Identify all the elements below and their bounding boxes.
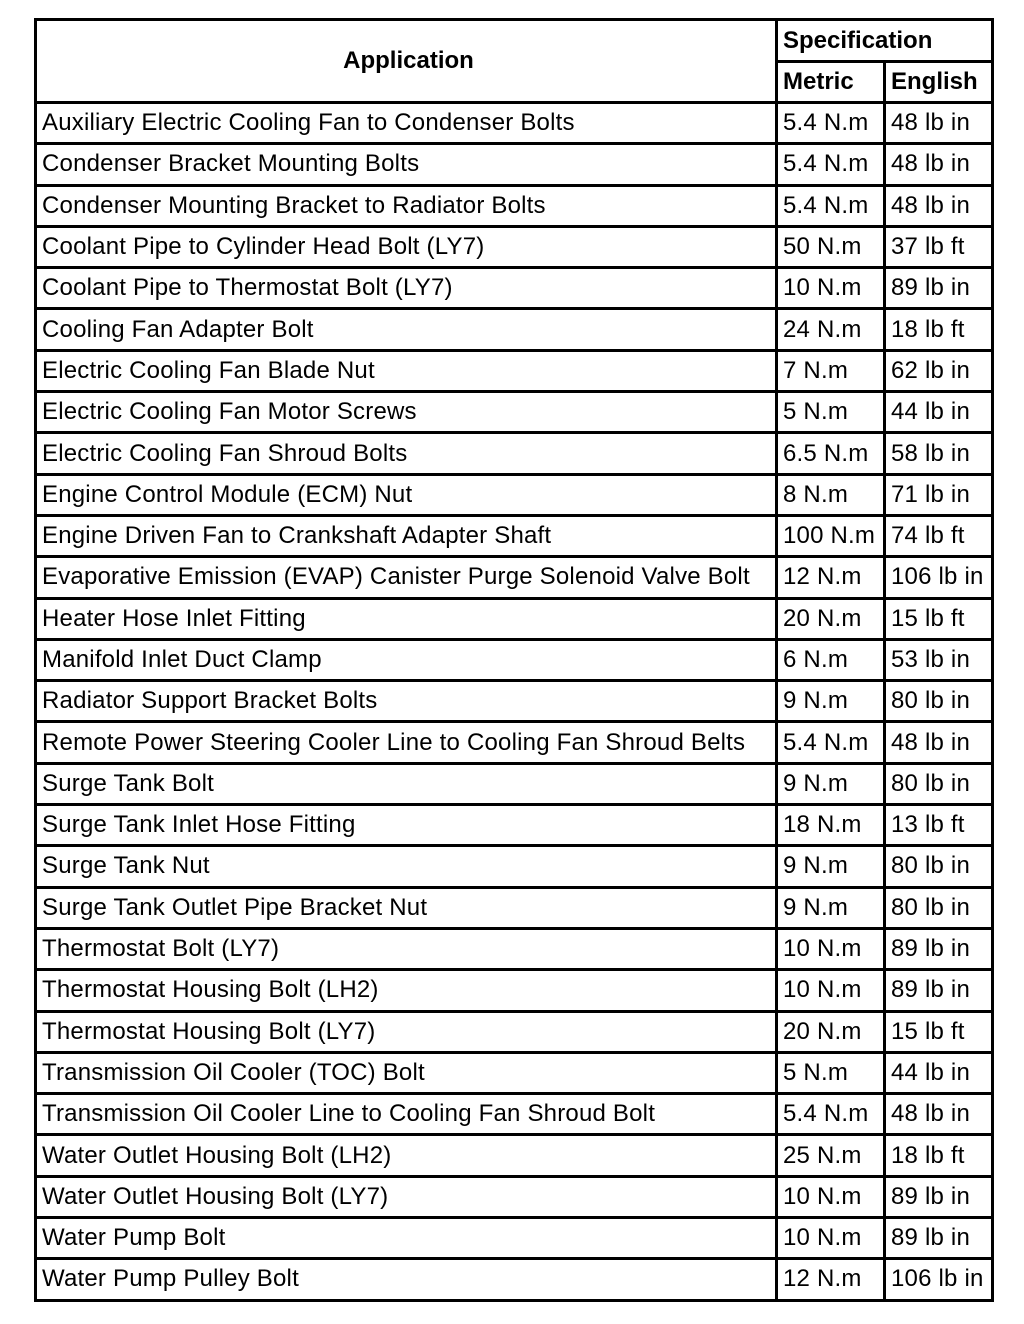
- metric-cell: 24 N.m: [777, 309, 885, 350]
- application-cell: Thermostat Housing Bolt (LY7): [36, 1011, 777, 1052]
- english-cell: 53 lb in: [885, 639, 993, 680]
- application-cell: Electric Cooling Fan Shroud Bolts: [36, 433, 777, 474]
- english-cell: 89 lb in: [885, 1176, 993, 1217]
- table-row: [36, 103, 993, 144]
- application-cell: Transmission Oil Cooler (TOC) Bolt: [36, 1052, 777, 1093]
- table-row: [36, 309, 993, 350]
- english-cell: 48 lb in: [885, 103, 993, 144]
- metric-header: Metric: [777, 62, 885, 103]
- metric-cell: 5.4 N.m: [777, 144, 885, 185]
- metric-cell: 100 N.m: [777, 515, 885, 556]
- metric-cell: 10 N.m: [777, 928, 885, 969]
- english-header: English: [885, 62, 993, 103]
- table-row: [36, 846, 993, 887]
- metric-cell: 50 N.m: [777, 226, 885, 267]
- table-row: [36, 1259, 993, 1300]
- table-row: [36, 226, 993, 267]
- table-row: [36, 392, 993, 433]
- table-row: [36, 268, 993, 309]
- application-cell: Coolant Pipe to Cylinder Head Bolt (LY7): [36, 226, 777, 267]
- metric-cell: 20 N.m: [777, 598, 885, 639]
- table-row: [36, 805, 993, 846]
- table-row: [36, 1218, 993, 1259]
- english-cell: 80 lb in: [885, 681, 993, 722]
- application-cell: Surge Tank Bolt: [36, 763, 777, 804]
- application-cell: Manifold Inlet Duct Clamp: [36, 639, 777, 680]
- application-cell: Remote Power Steering Cooler Line to Cooling Fan Shroud Belts: [36, 722, 777, 763]
- application-cell: Engine Control Module (ECM) Nut: [36, 474, 777, 515]
- english-cell: 80 lb in: [885, 846, 993, 887]
- english-cell: 44 lb in: [885, 1052, 993, 1093]
- metric-cell: 12 N.m: [777, 1259, 885, 1300]
- english-cell: 15 lb ft: [885, 598, 993, 639]
- table-body: [36, 103, 993, 1301]
- table-row: [36, 144, 993, 185]
- application-cell: Electric Cooling Fan Blade Nut: [36, 350, 777, 391]
- english-cell: 48 lb in: [885, 144, 993, 185]
- english-cell: 48 lb in: [885, 185, 993, 226]
- metric-cell: 5 N.m: [777, 392, 885, 433]
- metric-cell: 6.5 N.m: [777, 433, 885, 474]
- header-row-top: [36, 20, 993, 62]
- english-cell: 13 lb ft: [885, 805, 993, 846]
- application-cell: Water Pump Pulley Bolt: [36, 1259, 777, 1300]
- application-cell: Condenser Mounting Bracket to Radiator Bolts: [36, 185, 777, 226]
- application-cell: Cooling Fan Adapter Bolt: [36, 309, 777, 350]
- application-cell: Condenser Bracket Mounting Bolts: [36, 144, 777, 185]
- metric-cell: 10 N.m: [777, 970, 885, 1011]
- english-cell: 89 lb in: [885, 970, 993, 1011]
- application-cell: Heater Hose Inlet Fitting: [36, 598, 777, 639]
- application-header: Application: [36, 20, 777, 103]
- torque-spec-table: [34, 18, 994, 1302]
- table-row: [36, 887, 993, 928]
- english-cell: 89 lb in: [885, 268, 993, 309]
- table-row: [36, 928, 993, 969]
- application-cell: Evaporative Emission (EVAP) Canister Purge Solenoid Valve Bolt: [36, 557, 777, 598]
- metric-cell: 10 N.m: [777, 268, 885, 309]
- table-row: [36, 1094, 993, 1135]
- metric-cell: 5.4 N.m: [777, 1094, 885, 1135]
- metric-cell: 9 N.m: [777, 887, 885, 928]
- english-cell: 106 lb in: [885, 557, 993, 598]
- application-cell: Thermostat Bolt (LY7): [36, 928, 777, 969]
- application-cell: Water Pump Bolt: [36, 1218, 777, 1259]
- english-cell: 18 lb ft: [885, 1135, 993, 1176]
- metric-cell: 9 N.m: [777, 763, 885, 804]
- english-cell: 89 lb in: [885, 928, 993, 969]
- metric-cell: 18 N.m: [777, 805, 885, 846]
- application-cell: Water Outlet Housing Bolt (LH2): [36, 1135, 777, 1176]
- application-cell: Thermostat Housing Bolt (LH2): [36, 970, 777, 1011]
- metric-cell: 8 N.m: [777, 474, 885, 515]
- english-cell: 80 lb in: [885, 763, 993, 804]
- english-cell: 71 lb in: [885, 474, 993, 515]
- metric-cell: 20 N.m: [777, 1011, 885, 1052]
- table-row: [36, 1011, 993, 1052]
- metric-cell: 9 N.m: [777, 846, 885, 887]
- english-cell: 48 lb in: [885, 722, 993, 763]
- table-row: [36, 763, 993, 804]
- table-row: [36, 185, 993, 226]
- table-row: [36, 350, 993, 391]
- table-row: [36, 639, 993, 680]
- application-cell: Transmission Oil Cooler Line to Cooling Fan Shroud Bolt: [36, 1094, 777, 1135]
- english-cell: 58 lb in: [885, 433, 993, 474]
- english-cell: 80 lb in: [885, 887, 993, 928]
- table-row: [36, 1135, 993, 1176]
- english-cell: 18 lb ft: [885, 309, 993, 350]
- metric-cell: 10 N.m: [777, 1218, 885, 1259]
- table-header: [36, 20, 993, 103]
- table-row: [36, 515, 993, 556]
- english-cell: 62 lb in: [885, 350, 993, 391]
- metric-cell: 9 N.m: [777, 681, 885, 722]
- application-cell: Surge Tank Outlet Pipe Bracket Nut: [36, 887, 777, 928]
- english-cell: 48 lb in: [885, 1094, 993, 1135]
- table-row: [36, 598, 993, 639]
- application-cell: Coolant Pipe to Thermostat Bolt (LY7): [36, 268, 777, 309]
- english-cell: 37 lb ft: [885, 226, 993, 267]
- application-cell: Radiator Support Bracket Bolts: [36, 681, 777, 722]
- metric-cell: 10 N.m: [777, 1176, 885, 1217]
- metric-cell: 25 N.m: [777, 1135, 885, 1176]
- metric-cell: 5.4 N.m: [777, 103, 885, 144]
- metric-cell: 5.4 N.m: [777, 185, 885, 226]
- application-cell: Water Outlet Housing Bolt (LY7): [36, 1176, 777, 1217]
- metric-cell: 5.4 N.m: [777, 722, 885, 763]
- english-cell: 74 lb ft: [885, 515, 993, 556]
- application-cell: Surge Tank Inlet Hose Fitting: [36, 805, 777, 846]
- english-cell: 106 lb in: [885, 1259, 993, 1300]
- metric-cell: 6 N.m: [777, 639, 885, 680]
- metric-cell: 12 N.m: [777, 557, 885, 598]
- application-cell: Surge Tank Nut: [36, 846, 777, 887]
- table-row: [36, 681, 993, 722]
- application-cell: Engine Driven Fan to Crankshaft Adapter Shaft: [36, 515, 777, 556]
- table-row: [36, 1176, 993, 1217]
- application-cell: Electric Cooling Fan Motor Screws: [36, 392, 777, 433]
- english-cell: 15 lb ft: [885, 1011, 993, 1052]
- table-row: [36, 722, 993, 763]
- table-row: [36, 970, 993, 1011]
- table-row: [36, 1052, 993, 1093]
- metric-cell: 5 N.m: [777, 1052, 885, 1093]
- english-cell: 89 lb in: [885, 1218, 993, 1259]
- table-row: [36, 557, 993, 598]
- metric-cell: 7 N.m: [777, 350, 885, 391]
- application-cell: Auxiliary Electric Cooling Fan to Condenser Bolts: [36, 103, 777, 144]
- table-row: [36, 474, 993, 515]
- english-cell: 44 lb in: [885, 392, 993, 433]
- table-row: [36, 433, 993, 474]
- specification-header: Specification: [777, 20, 993, 62]
